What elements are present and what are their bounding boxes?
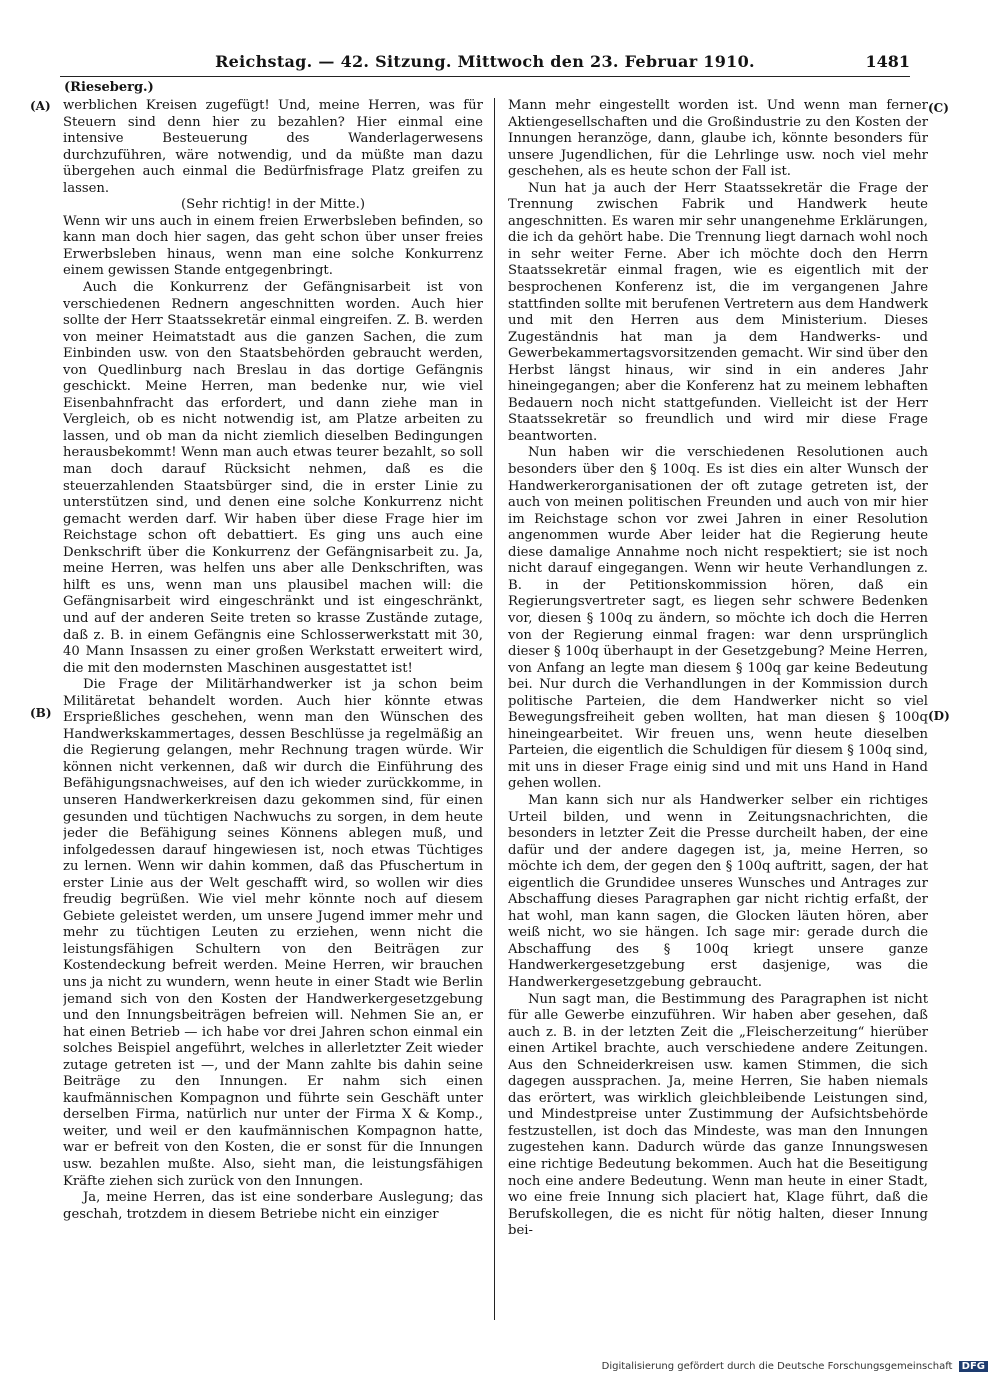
page-title: Reichstag. — 42. Sitzung. Mittwoch den 23. Februar 1910. <box>215 52 755 71</box>
margin-mark-a: (A) <box>30 99 51 113</box>
column-divider <box>494 98 495 1320</box>
interjection: (Sehr richtig! in der Mitte.) <box>181 197 365 213</box>
paragraph: Nun haben wir die verschiedenen Resolutionen auch besonders über den § 100q. Es ist dies ein alter Wunsch der Handwerkerorganisationen der oft zutage getreten ist, der auch von meinen politischen Freunden und auch von mir hier im Reichstage schon vor zwei Jahren in einer Resolution angenommen wurde Aber leider hat die Regierung heute diese damalige Annahme noch nicht respektiert; sie ist noch nicht darauf eingegangen. Wenn wir heute Verhandlungen z. B. in der Petitionskommission hören, daß ein Regierungsvertreter sagt, es liegen sehr schwere Bedenken vor, diesen § 100q zu ändern, so möchte ich doch die Herren von der Regierung einmal fragen: war denn ursprünglich dieser § 100q überhaupt in der Gesetzgebung? Meine Herren, von Anfang an legte man diesem § 100q gar keine Bedeutung bei. Nur durch die Verhandlungen in der Kommission durch politische Parteien, die dem Handwerker nicht so viel Bewegungsfreiheit geben wollten, hat man diesen § 100q hineingearbeitet. Wir freuen uns, wenn heute dieselben Parteien, die eigentlich die Schuldigen für diesem § 100q sind, mit uns in dieser Frage einig sind und mit uns Hand in Hand gehen wollen. <box>508 445 928 792</box>
page-number: 1481 <box>865 52 910 71</box>
speaker-name: (Rieseberg.) <box>64 80 154 95</box>
paragraph: Auch die Konkurrenz der Gefängnisarbeit ist von verschiedenen Rednern angeschnitten worden. Auch hier sollte der Herr Staatssekretär einmal eingreifen. Z. B. werden von meiner Heimatstadt aus die ganzen Sachen, die zum Einbinden usw. von den Staatsbehörden gebraucht werden, von Quedlinburg nach Breslau in das dortige Gefängnis geschickt. Meine Herren, man bedenke nur, wie viel Eisenbahnfracht das erfordert, und dann ziehe man in Vergleich, ob es nicht notwendig ist, am Platze arbeiten zu lassen, und ob man da nicht ziemlich dieselben Bedingungen herausbekommt! Wenn man auch etwas teurer bezahlt, so soll man doch darauf Rücksicht nehmen, daß es die steuerzahlenden Staatsbürger sind, die in erster Linie zu unterstützen sind, und denen eine solche Konkurrenz nicht gemacht werden darf. Wir haben über diese Frage hier im Reichstage schon oft debattiert. Es ging uns auch eine Denkschrift über die Konkurrenz der Gefängnisarbeit zu. Ja, meine Herren, was helfen uns aber alle Denkschriften, was hilft es uns, wenn man uns plausibel machen will: die Gefängnisarbeit wird eingeschränkt und ist eingeschränkt, und auf der anderen Seite treten so krasse Zustände zutage, daß z. B. in einem Gefängnis eine Schlosserwerkstatt mit 30, 40 Mann Insassen zu einer großen Werkstatt erweitert wird, die mit den modernsten Maschinen ausgestattet ist! <box>63 280 483 676</box>
margin-mark-c: (C) <box>928 101 949 115</box>
credit-text: Digitalisierung gefördert durch die Deutsche Forschungsgemeinschaft <box>601 1361 953 1372</box>
paragraph: Man kann sich nur als Handwerker selber ein richtiges Urteil bilden, und wenn in Zeitungsnachrichten, die besonders in letzter Zeit die Presse durcheilt haben, der eine dafür und der andere dagegen ist, ja, meine Herren, so möchte ich dem, der gegen den § 100q auftritt, sagen, der hat eigentlich die Grundidee unseres Wunsches und Antrages zur Abschaffung dieses Paragraphen gar nicht richtig erfaßt, der hat wohl, man kann sagen, die Glocken läuten hören, aber weiß nicht, wo sie hängen. Ich sage mir: gerade durch die Abschaffung des § 100q kriegt unsere ganze Handwerkergesetzgebung erst dasjenige, was die Handwerkergesetzgebung gebraucht. <box>508 792 928 990</box>
right-column <box>508 98 928 1320</box>
paragraph: Nun sagt man, die Bestimmung des Paragraphen ist nicht für alle Gewerbe einzuführen. Wir haben aber gesehen, daß auch z. B. in der letzten Zeit die „Fleischerzeitung“ hierüber einen Artikel brachte, auch verschiedene andere Zeitungen. Aus den Schneiderkreisen usw. kamen Stimmen, die sich dagegen aussprachen. Ja, meine Herren, Sie haben niemals das erörtert, was wirklich gleichbleibende Leistungen sind, und Mindestpreise unter Zustimmung der Aufsichtsbehörde festzustellen, ist doch das Mindeste, was man den Innungen zugestehen kann. Dadurch würde das ganze Innungswesen eine richtige Bedeutung bekommen. Auch hat die Beseitigung noch eine andere Bedeutung. Wenn man heute in einer Stadt, wo eine freie Innung sich placiert hat, Klage führt, daß die Berufskollegen, die es nicht für nötig halten, dieser Innung bei- <box>508 991 928 1239</box>
dfg-logo: DFG <box>959 1361 988 1372</box>
paragraph: Nun hat ja auch der Herr Staatssekretär die Frage der Trennung zwischen Fabrik und Handwerk heute angeschnitten. Es waren mir sehr unangenehme Erklärungen, die ich da gehört habe. Die Trennung liegt darnach wohl noch in sehr weiter Ferne. Aber ich möchte doch den Herrn Staatssekretär einmal fragen, wie es eigentlich mit der besprochenen Konferenz ist, die im vergangenen Jahre stattfinden sollte mit berufenen Vertretern aus dem Handwerk und mit den Herren aus dem Ministerium. Dieses Zugeständnis hat man ja dem Handwerks- und Gewerbekammertagsvorsitzenden gemacht. Wir sind über den Herbst längst hinaus, wir sind in ein anderes Jahr hineingegangen; aber die Konferenz hat zu meinem lebhaften Bedauern noch nicht stattgefunden. Vielleicht ist der Herr Staatssekretär so freundlich und wird mir diese Frage beantworten. <box>508 180 928 444</box>
paragraph: Ja, meine Herren, das ist eine sonderbare Auslegung; das geschah, trotzdem in diesem Betriebe nicht ein einziger <box>63 1190 483 1222</box>
left-column <box>63 98 483 1320</box>
header-rule <box>60 76 910 77</box>
page-header <box>60 52 910 76</box>
margin-mark-d: (D) <box>928 709 950 723</box>
paragraph: Mann mehr eingestellt worden ist. Und wenn man ferner Aktiengesellschaften und die Großindustrie zu den Kosten der Innungen heranzöge, dann, glaube ich, könnte besonders für unsere Jugendlichen, für die Lehrlinge usw. noch viel mehr geschehen, als es heute schon der Fall ist. <box>508 98 928 180</box>
paragraph: Wenn wir uns auch in einem freien Erwerbsleben befinden, so kann man doch hier sagen, das geht schon über unser freies Erwerbsleben hinaus, wenn man eine solche Konkurrenz einem gewissen Stande entgegenbringt. <box>63 213 483 279</box>
paragraph: werblichen Kreisen zugefügt! Und, meine Herren, was für Steuern sind denn hier zu bezahlen? Hier einmal eine intensive Besteuerung des Wanderlagerwesens durchzuführen, wäre notwendig, und da müßte man dazu übergehen auch einmal die Bedürfnisfrage Platz greifen zu lassen. <box>63 98 483 196</box>
paragraph: Die Frage der Militärhandwerker ist ja schon beim Militäretat behandelt worden. Auch hier könnte etwas Ersprießliches geschehen, wenn man den Wünschen des Handwerkskammertages, dessen Beschlüsse ja regelmäßig an die Regierung gelangen, mehr Rechnung tragen würde. Wir können nicht verkennen, daß wir durch die Einführung des Befähigungsnachweises, auf den ich wieder zurückkomme, in unseren Handwerkerkreisen dazu gekommen sind, für einen gesunden und tüchtigen Nachwuchs zu sorgen, in dem heute jeder die Befähigung seines Könnens ablegen muß, und infolgedessen darauf hingewiesen ist, noch etwas Tüchtiges zu lernen. Wenn wir dahin kommen, daß das Pfuschertum in erster Linie aus der Welt geschafft wird, so wollen wir dies freudig begrüßen. Wie viel mehr könnte noch auf diesem Gebiete geleistet werden, um unsere Jugend immer mehr und mehr zu tüchtigen Leuten zu erziehen, wenn nicht die leistungsfähigen Schultern von den Beiträgen zur Kostendeckung befreit werden. Meine Herren, wir brauchen uns ja nicht zu wundern, wenn heute in einer Stadt wie Berlin jemand sich von den Kosten der Handwerkergesetzgebung und den Innungsbeiträgen befreien will. Nehmen Sie an, er hat einen Betrieb — ich habe vor drei Jahren schon einmal ein solches Beispiel angeführt, welches in allerletzter Zeit wieder zutage getreten ist —, und der Mann zahlte bis dahin seine Beiträge zu den Innungen. Er nahm sich einen kaufmännischen Kompagnon und führte sein Geschäft unter derselben Firma, natürlich nur unter der Firma X & Komp., weiter, und weil er den kaufmännischen Kompagnon hatte, war er befreit von den Kosten, die er sonst für die Innungen usw. bezahlen mußte. Also, sieht man, die leistungsfähigen Kräfte ziehen sich zurück von den Innungen. <box>63 677 483 1189</box>
digitization-credit <box>602 1361 988 1372</box>
margin-mark-b: (B) <box>30 706 52 720</box>
